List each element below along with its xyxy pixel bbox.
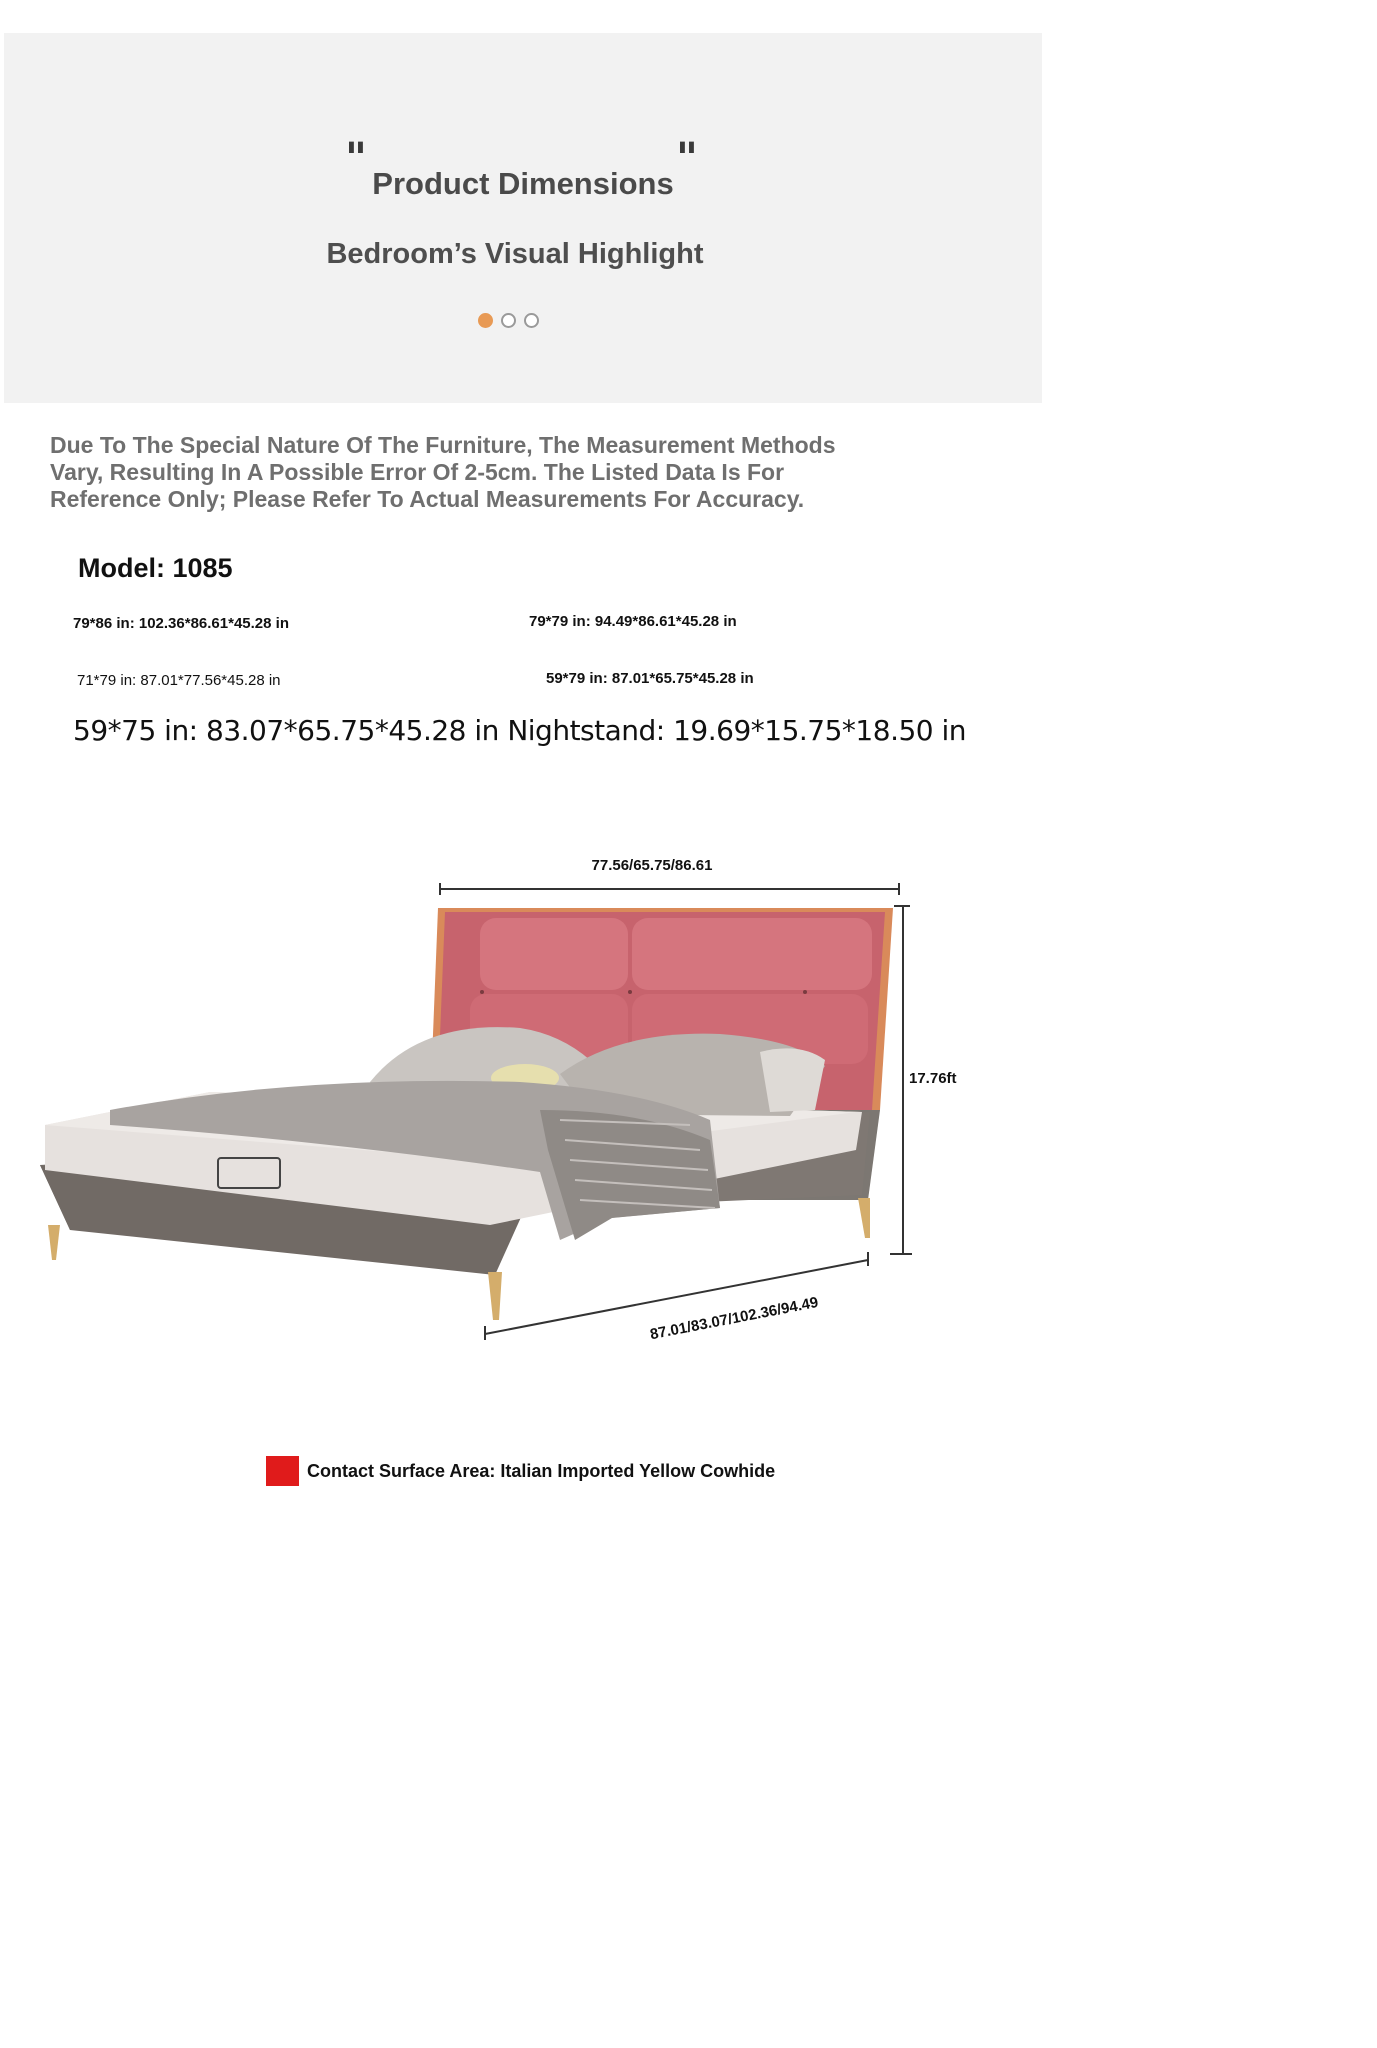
- bed-illustration: [40, 908, 893, 1320]
- close-quote-mark: ": [676, 133, 694, 182]
- width-dimension-line: [440, 883, 899, 895]
- hero-banner: [4, 33, 1042, 403]
- carousel-dot-3[interactable]: [524, 313, 539, 328]
- hero-subtitle: Bedroom’s Visual Highlight: [326, 238, 704, 270]
- spec-79x79: 79*79 in: 94.49*86.61*45.28 in: [529, 613, 737, 630]
- carousel-dot-1[interactable]: [478, 313, 493, 328]
- legend-swatch: [266, 1456, 299, 1486]
- carousel-dot-2[interactable]: [501, 313, 516, 328]
- legend: [266, 1456, 775, 1486]
- model-number: Model: 1085: [78, 553, 233, 583]
- height-label: 17.76ft: [909, 1070, 957, 1087]
- measurement-notice: Due To The Special Nature Of The Furniture, The Measurement Methods Vary, Resulting In A Possible Error Of 2-5cm. The Listed Data Is For Reference Only; Please Refer To Actual Measurements For Accuracy.: [50, 432, 836, 512]
- spec-71x79: 71*79 in: 87.01*77.56*45.28 in: [77, 672, 281, 689]
- hero-title: Product Dimensions: [372, 166, 674, 201]
- spec-79x86: 79*86 in: 102.36*86.61*45.28 in: [73, 615, 289, 632]
- spec-59x75-nightstand: 59*75 in: 83.07*65.75*45.28 in Nightstand: 19.69*15.75*18.50 in: [73, 714, 967, 747]
- spec-59x79: 59*79 in: 87.01*65.75*45.28 in: [546, 670, 754, 687]
- bed-dimension-diagram: [0, 820, 1046, 1380]
- open-quote-mark: ": [345, 133, 363, 182]
- width-label: 77.56/65.75/86.61: [591, 857, 713, 874]
- legend-text: Contact Surface Area: Italian Imported Yellow Cowhide: [307, 1460, 776, 1481]
- carousel-dots: [478, 313, 539, 329]
- length-label: 87.01/83.07/102.36/94.49: [648, 1293, 820, 1344]
